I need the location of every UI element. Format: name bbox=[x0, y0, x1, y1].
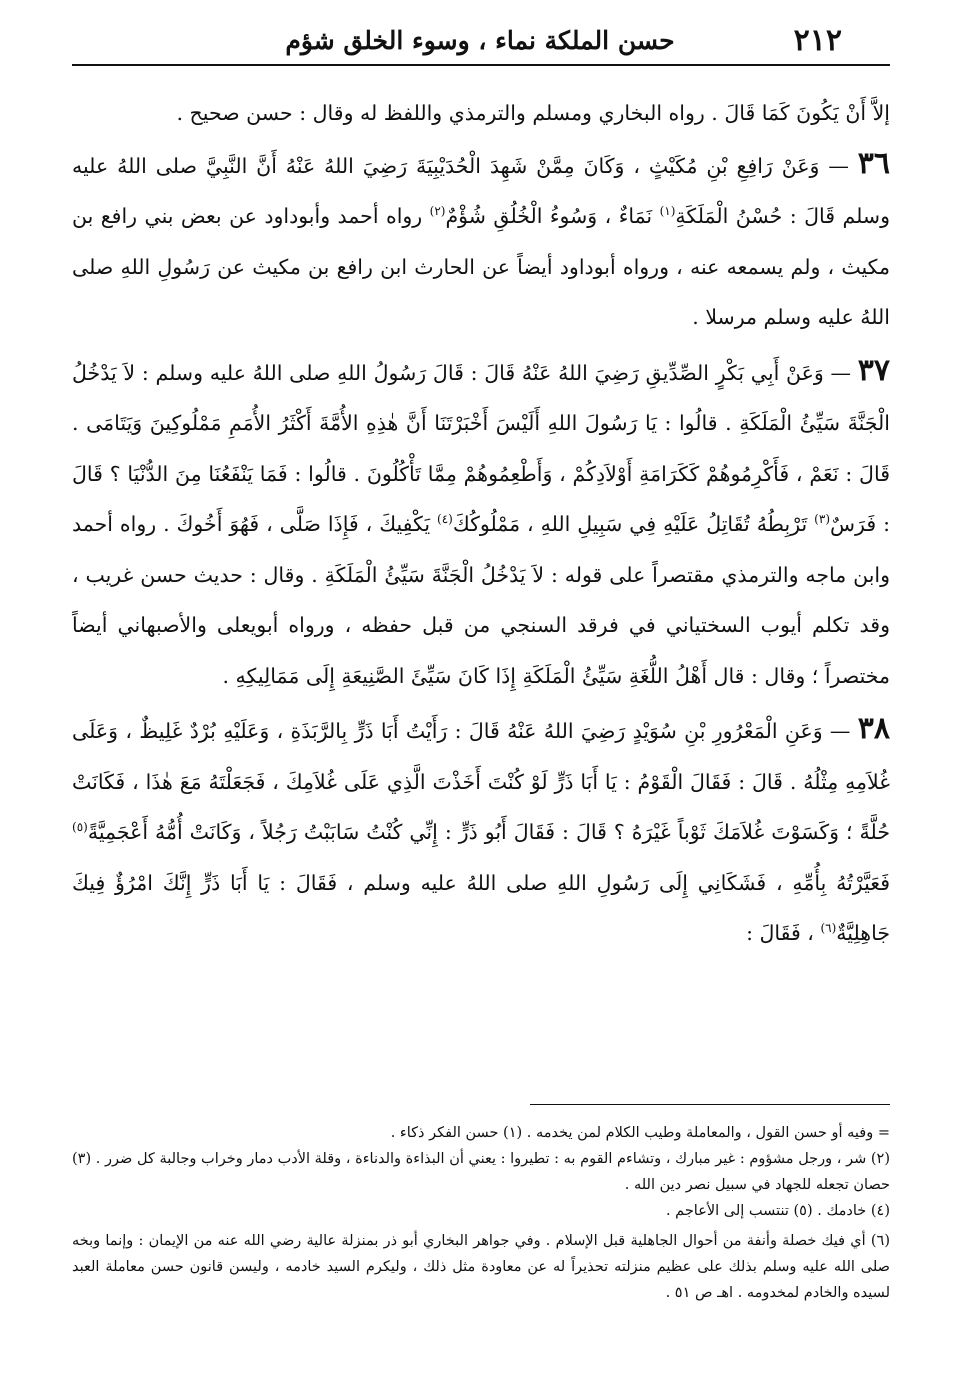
footnote-ref-3: (٣) bbox=[814, 512, 830, 527]
footnote-line-4: (٦) أي فيك خصلة وأنفة من أحوال الجاهلية قبل الإسلام . وفي جواهر البخاري أبو ذر بمنزلة عالية رضي الله عنه من الإيمان : وإنما وبخه صلى الله عليه وسلم بذلك على عظيم منزلته تحذيراً له عن معاودة مثل ذلك ، وليكرم السيد خادمه ، وليسن قانون حسن معاملة العبد لسيده والخادم لمخدومه . اهـ ص ٥١ . bbox=[72, 1233, 890, 1301]
header-rule bbox=[72, 64, 890, 66]
hadith-number-37: ٣٧ bbox=[857, 352, 890, 388]
footnote-line-1: = وفيه أو حسن القول ، والمعاملة وطيب الكلام لمن يخدمه . (١) حسن الفكر ذكاء . bbox=[390, 1125, 890, 1141]
footnote-ref-1: (١) bbox=[659, 204, 676, 219]
footnote-ref-6: (٦) bbox=[820, 921, 837, 936]
hadith-36 bbox=[72, 139, 890, 343]
footnote-line-3: (٤) خادمك . (٥) تنتسب إلى الأعاجم . bbox=[665, 1203, 890, 1219]
page-number: ٢١٢ bbox=[793, 23, 842, 58]
footnote-rule bbox=[530, 1104, 890, 1105]
footnote-ref-4: (٤) bbox=[437, 512, 453, 527]
hadith-38 bbox=[72, 704, 890, 959]
running-title: حسن الملكة نماء ، وسوء الخلق شؤم bbox=[285, 26, 675, 55]
intro-paragraph: إلاَّ أَنْ يَكُونَ كَمَا قَالَ . رواه البخاري ومسلم والترمذي واللفظ له وقال : حسن صحيح . bbox=[176, 101, 890, 125]
page-header bbox=[70, 18, 890, 64]
footnote-line-2: (٢) شر ، ورجل مشؤوم : غير مبارك ، وتشاءم القوم به : تطيروا : يعني أن البذاءة والدناءة ، وقلة الأدب دمار وخراب وجالبة كل ضرر . (٣) حصان تجعله للجهاد في سبيل نصر دين الله . bbox=[72, 1151, 890, 1193]
hadith-37-text-c: يَكْفِيكَ ، فَإِذَا صَلَّى ، فَهُوَ أَخُوكَ . رواه أحمد وابن ماجه والترمذي مقتصراً على قوله : لاَ يَدْخُلُ الْجَنَّةَ سَيِّئُ الْمَلَكَةِ . وقال : حديث حسن غريب ، وقد تكلم أيوب السختياني في فرقد السنجي من قبل حفظه ، ورواه أبويعلى والأصبهاني أيضاً مختصراً ؛ وقال : قال أَهْلُ اللُّغَةِ سَيِّئُ الْمَلَكَةِ إِذَا كَانَ سَيِّئَ الصَّنِيعَةِ إِلَى مَمَالِيكِهِ . bbox=[72, 512, 890, 688]
hadith-38-text-c: ، فَقَالَ : bbox=[746, 921, 814, 945]
main-text bbox=[72, 88, 890, 959]
hadith-36-text-c: رواه أحمد وأبوداود عن بعض بني رافع بن مكيث ، ولم يسمعه عنه ، ورواه أبوداود أيضاً عن الحارث ابن رافع بن مكيث عن رَسُولِ اللهِ صلى اللهُ عليه وسلم مرسلا . bbox=[72, 204, 890, 329]
footnote-ref-5: (٥) bbox=[72, 820, 88, 835]
hadith-36-text-b: نَمَاءٌ ، وَسُوءُ الْخُلُقِ شُؤْمٌ bbox=[445, 204, 653, 228]
hadith-37-text-a: — وَعَنْ أَبِي بَكْرٍ الصِّدِّيقِ رَضِيَ اللهُ عَنْهُ قَالَ : قَالَ رَسُولُ اللهِ صلى اللهُ عليه وسلم : لاَ يَدْخُلُ الْجَنَّةَ سَيِّئُ الْمَلَكَةِ . قالُوا : يَا رَسُولَ اللهِ أَلَيْسَ أَخْبَرْتَنَا أَنَّ هٰذِهِ الأُمَّةَ أَكْثَرُ الأُمَمِ مَمْلُوكِينَ وَيَتَامَى . قَالَ : نَعَمْ ، فَأَكْرِمُوهُمْ كَكَرَامَةِ أَوْلاَدِكُمْ ، وَأَطْعِمُوهُمْ مِمَّا تَأْكُلُونَ . قالُوا : فَمَا يَنْفَعُنَا مِنَ الدُّنْيَا ؟ قَالَ : فَرَسٌ bbox=[72, 360, 890, 536]
hadith-36-text-a: — وَعَنْ رَافِعِ بْنِ مُكَيْثٍ ، وَكَانَ مِمَّنْ شَهِدَ الْحُدَيْبِيَةَ رَضِيَ اللهُ عَنْهُ أَنَّ النَّبِيَّ صلى اللهُ عليه وسلم قَالَ : حُسْنُ الْمَلَكَةِ bbox=[72, 153, 890, 228]
hadith-38-text-b: فَعَيَّرْتُهُ بِأُمِّهِ ، فَشَكَانِي إِلَى رَسُولِ اللهِ صلى اللهُ عليه وسلم ، فَقَالَ : يَا أَبَا ذَرٍّ إِنَّكَ امْرُؤٌ فِيكَ جَاهِلِيَّةٌ bbox=[72, 870, 890, 945]
hadith-37-text-b: تَرْبِطُهُ تُقَاتِلُ عَلَيْهِ فِي سَبِيلِ اللهِ ، مَمْلُوكُكَ bbox=[452, 512, 808, 536]
hadith-number-36: ٣٦ bbox=[857, 145, 890, 181]
hadith-37 bbox=[72, 346, 890, 702]
hadith-38-text-a: — وَعَنِ الْمَعْرُورِ بْنِ سُوَيْدٍ رَضِيَ اللهُ عَنْهُ قَالَ : رَأَيْتُ أَبَا ذَرٍّ بِالرَّبَذَةِ ، وَعَلَيْهِ بُرْدٌ غَلِيظٌ ، وَعَلَى غُلاَمِهِ مِثْلُهُ . قَالَ : فَقَالَ الْقَوْمُ : يَا أَبَا ذَرٍّ لَوْ كُنْتَ أَخَذْتَ الَّذِي عَلَى غُلاَمِكَ ، فَجَعَلْتَهُ مَعَ هٰذَا ، فَكَانَتْ حُلَّةً ؛ وَكَسَوْتَ غُلاَمَكَ ثَوْباً غَيْرَهُ ؟ قَالَ : فَقَالَ أَبُو ذَرٍّ : إِنِّي كُنْتُ سَابَبْتُ رَجُلاً ، وَكَانَتْ أُمُّهُ أَعْجَمِيَّةً bbox=[72, 719, 890, 844]
footnotes bbox=[72, 1120, 890, 1306]
footnote-ref-2: (٢) bbox=[429, 204, 446, 219]
hadith-number-38: ٣٨ bbox=[857, 711, 890, 746]
